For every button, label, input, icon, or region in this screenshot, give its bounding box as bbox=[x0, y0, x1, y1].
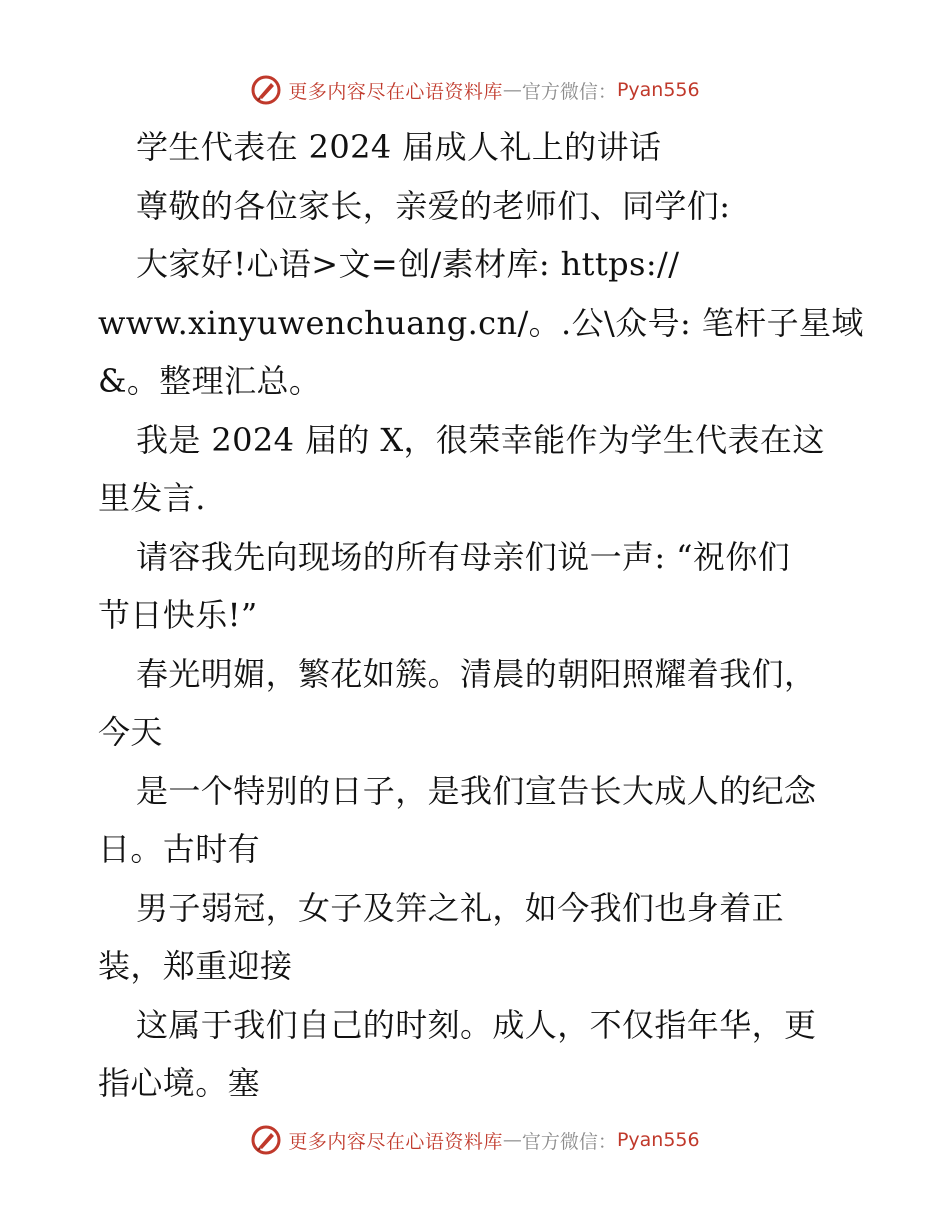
document-title: 学生代表在 2024 届成人礼上的讲话 bbox=[136, 128, 662, 166]
banner-wechat-id: Pyan556 bbox=[616, 1129, 700, 1151]
text-line: 今天 bbox=[98, 713, 163, 751]
document-body bbox=[98, 118, 864, 1113]
banner-wechat-label: 官方微信： bbox=[521, 1130, 617, 1153]
text-line: 男子弱冠，女子及笄之礼，如今我们也身着正 bbox=[136, 888, 785, 927]
banner-wechat-id: Pyan556 bbox=[616, 79, 700, 101]
pen-logo-icon bbox=[250, 74, 282, 106]
footer-banner bbox=[0, 1120, 950, 1160]
text-line: 是一个特别的日子，是我们宣告长大成人的纪念 bbox=[136, 771, 817, 810]
banner-separator: — bbox=[502, 79, 522, 101]
text-line: 春光明媚，繁花如簇。清晨的朝阳照耀着我们， bbox=[136, 654, 817, 693]
text-line: 请容我先向现场的所有母亲们说一声: “祝你们 bbox=[136, 537, 791, 576]
text-line: 尊敬的各位家长，亲爱的老师们、同学们: bbox=[136, 186, 731, 225]
text-line: 装，郑重迎接 bbox=[98, 947, 293, 985]
banner-separator: — bbox=[502, 1129, 522, 1151]
text-line: 大家好!心语>文=创/素材库: https:// bbox=[136, 245, 680, 283]
text-line: 我是 2024 届的 X，很荣幸能作为学生代表在这 bbox=[136, 420, 825, 459]
text-line: 日。古时有 bbox=[98, 830, 261, 868]
text-line: 这属于我们自己的时刻。成人，不仅指年华，更 bbox=[136, 1005, 817, 1044]
text-line: 指心境。塞 bbox=[98, 1064, 261, 1102]
banner-text: 更多内容尽在心语资料库 bbox=[288, 1130, 503, 1153]
banner-wechat-label: 官方微信： bbox=[521, 80, 617, 103]
header-banner bbox=[0, 70, 950, 110]
pen-logo-icon bbox=[250, 1124, 282, 1156]
text-line: www.xinyuwenchuang.cn/。.公\众号: 笔杆子星域 bbox=[98, 303, 864, 342]
banner-text: 更多内容尽在心语资料库 bbox=[288, 80, 503, 103]
text-line: &。整理汇总。 bbox=[98, 362, 322, 400]
text-line: 节日快乐!” bbox=[98, 596, 258, 634]
text-line: 里发言. bbox=[98, 479, 206, 517]
